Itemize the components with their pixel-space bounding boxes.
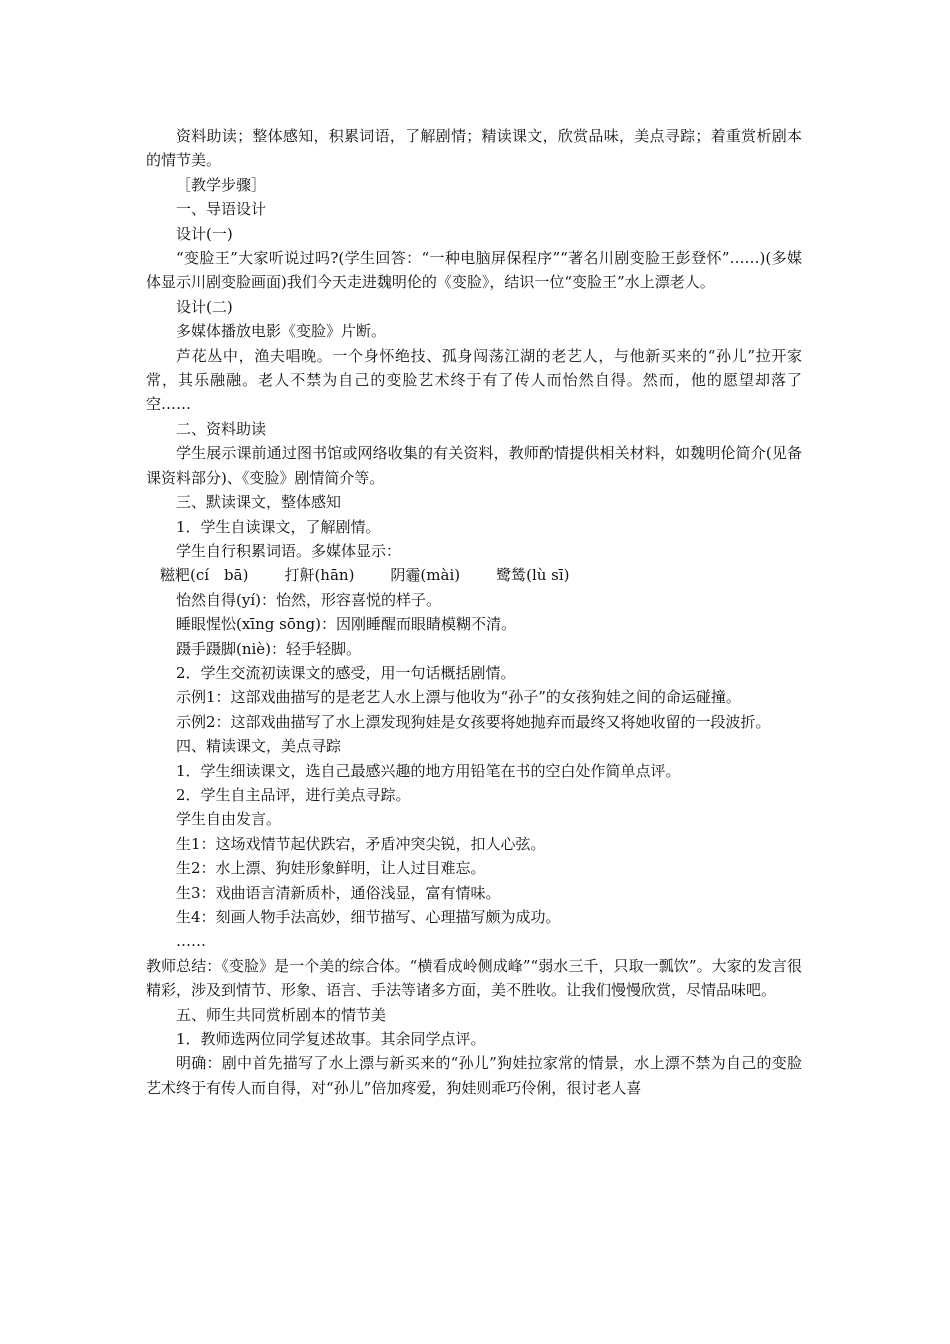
paragraph: 学生自由发言。 [176,810,282,829]
paragraph: 示例2：这部戏曲描写了水上漂发现狗娃是女孩要将她抛弃而最终又将她收留的一段波折。 [176,712,771,731]
paragraph: 生1：这场戏情节起伏跌宕，矛盾冲突尖锐，扣人心弦。 [176,834,546,853]
paragraph: 生2：水上漂、狗娃形象鲜明，让人过目难忘。 [176,859,486,878]
vocabulary-line [160,563,802,587]
paragraph: 2．学生交流初读课文的感受，用一句话概括剧情。 [176,663,516,682]
paragraph: 学生展示课前通过图书馆或网络收集的有关资料，教师酌情提供相关材料，如魏明伦简介(见备课资料部分)、《变脸》剧情简介等。 [146,444,802,487]
paragraph: ［教学步骤］ [176,175,267,194]
paragraph: 怡然自得(yí)：怡然，形容喜悦的样子。 [176,590,441,609]
document-body [146,124,802,1100]
vocabulary-item: 糍粑(cí bā) [160,566,249,585]
paragraph: 多媒体播放电影《变脸》片断。 [176,322,387,341]
paragraph: 教师总结：《变脸》是一个美的综合体。“横看成岭侧成峰”“弱水三千，只取一瓢饮”。大家的发言很精彩，涉及到情节、形象、语言、手法等诸多方面，美不胜收。让我们慢慢欣赏，尽情品味吧。 [146,956,802,1000]
paragraph: 设计(一) [176,224,233,243]
paragraph: 二、资料助读 [176,419,267,438]
paragraph: 五、师生共同赏析剧本的情节美 [176,1005,387,1024]
paragraph: 睡眼惺忪(xīng sōng)：因刚睡醒而眼睛模糊不清。 [176,615,516,634]
paragraph: 一、导语设计 [176,200,267,219]
paragraph: 1．学生细读课文，选自己最感兴趣的地方用铅笔在书的空白处作简单点评。 [176,761,681,780]
paragraph: 蹑手蹑脚(niè)：轻手轻脚。 [176,639,362,658]
paragraph: 生3：戏曲语言清新质朴，通俗浅显，富有情味。 [176,883,501,902]
paragraph: 四、精读课文，美点寻踪 [176,737,342,756]
paragraph: 设计(二) [176,297,233,316]
paragraph: 芦花丛中，渔夫唱晚。一个身怀绝技、孤身闯荡江湖的老艺人，与他新买来的“孙儿”拉开家常，其乐融融。老人不禁为自己的变脸艺术终于有了传人而怡然自得。然而，他的愿望却落了空…… [146,346,802,414]
paragraph: 1．学生自读课文，了解剧情。 [176,517,381,536]
paragraph: 学生自行积累词语。多媒体显示： [176,541,402,560]
paragraph: …… [176,932,206,951]
paragraph: 明确：剧中首先描写了水上漂与新买来的“孙儿”狗娃拉家常的情景，水上漂不禁为自己的变脸艺术终于有传人而自得，对“孙儿”倍加疼爱，狗娃则乖巧伶俐，很讨老人喜 [146,1054,802,1097]
paragraph: 生4：刻画人物手法高妙，细节描写、心理描写颇为成功。 [176,908,561,926]
paragraph: 1．教师选两位同学复述故事。其余同学点评。 [176,1030,486,1049]
vocabulary-item: 打鼾(hān) [284,566,355,585]
paragraph: 资料助读；整体感知，积累词语，了解剧情；精读课文，欣赏品味，美点寻踪；着重赏析剧本的情节美。 [146,127,802,170]
paragraph: 2．学生自主品评，进行美点寻踪。 [176,785,411,804]
vocabulary-item: 阴霾(mài) [390,566,461,585]
paragraph: “变脸王”大家听说过吗?(学生回答：“一种电脑屏保程序”“著名川剧变脸王彭登怀”……)(多媒体显示川剧变脸画面)我们今天走进魏明伦的《变脸》，结识一位“变脸王”水上漂老人。 [146,249,802,292]
paragraph: 示例1：这部戏曲描写的是老艺人水上漂与他收为“孙子”的女孩狗娃之间的命运碰撞。 [176,688,741,707]
vocabulary-item: 鹭鸶(lù sī) [496,566,570,585]
paragraph: 三、默读课文，整体感知 [176,493,342,512]
